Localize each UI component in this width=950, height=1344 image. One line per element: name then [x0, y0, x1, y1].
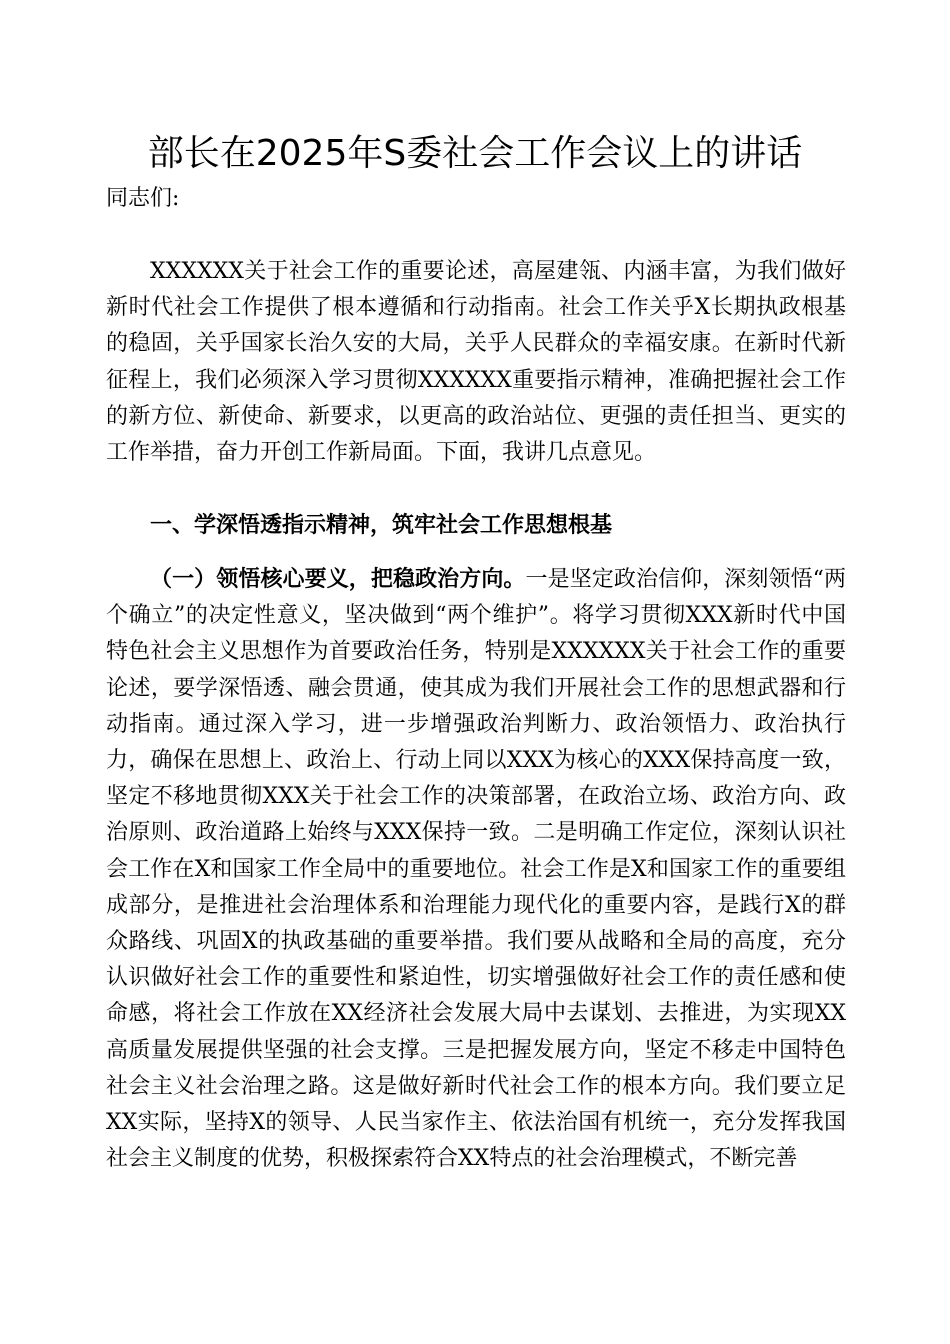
subsection-body: 一是坚定政治信仰，深刻领悟“两个确立”的决定性意义，坚决做到“两个维护”。将学习贯彻XXX新时代中国特色社会主义思想作为首要政治任务，特别是XXXXXX关于社会工作的重要论述，要学深悟透、融会贯通，使其成为我们开展社会工作的思想武器和行动指南。通过深入学习，进一步增强政治判断力、政治领悟力、政治执行力，确保在思想上、政治上、行动上同以XXX为核心的XXX保持高度一致，坚定不移地贯彻XXX关于社会工作的决策部署，在政治立场、政治方向、政治原则、政治道路上始终与XXX保持一致。二是明确工作定位，深刻认识社会工作在X和国家工作全局中的重要地位。社会工作是X和国家工作的重要组成部分，是推进社会治理体系和治理能力现代化的重要内容，是践行X的群众路线、巩固X的执政基础的重要举措。我们要从战略和全局的高度，充分认识做好社会工作的重要性和紧迫性，切实增强做好社会工作的责任感和使命感，将社会工作放在XX经济社会发展大局中去谋划、去推进，为实现XX高质量发展提供坚强的社会支撑。三是把握发展方向，坚定不移走中国特色社会主义社会治理之路。这是做好新时代社会工作的根本方向。我们要立足XX实际，坚持X的领导、人民当家作主、依法治国有机统一，充分发挥我国社会主义制度的优势，积极探索符合XX特点的社会治理模式，不断完善: [106, 567, 846, 1172]
subsection-lead: （一）领悟核心要义，把稳政治方向。: [150, 567, 526, 592]
intro-paragraph: XXXXXX关于社会工作的重要论述，高屋建瓴、内涵丰富，为我们做好新时代社会工作提供了根本遵循和行动指南。社会工作关乎X长期执政根基的稳固，关乎国家长治久安的大局，关乎人民群众的幸福安康。在新时代新征程上，我们必须深入学习贯彻XXXXXX重要指示精神，准确把握社会工作的新方位、新使命、新要求，以更高的政治站位、更强的责任担当、更实的工作举措，奋力开创工作新局面。下面，我讲几点意见。: [106, 259, 846, 466]
subsection-paragraph: [106, 562, 846, 1177]
section-heading: 一、学深悟透指示精神，筑牢社会工作思想根基: [150, 513, 613, 538]
salutation: 同志们:: [106, 186, 180, 211]
document-title: 部长在2025年S委社会工作会议上的讲话: [147, 133, 803, 174]
